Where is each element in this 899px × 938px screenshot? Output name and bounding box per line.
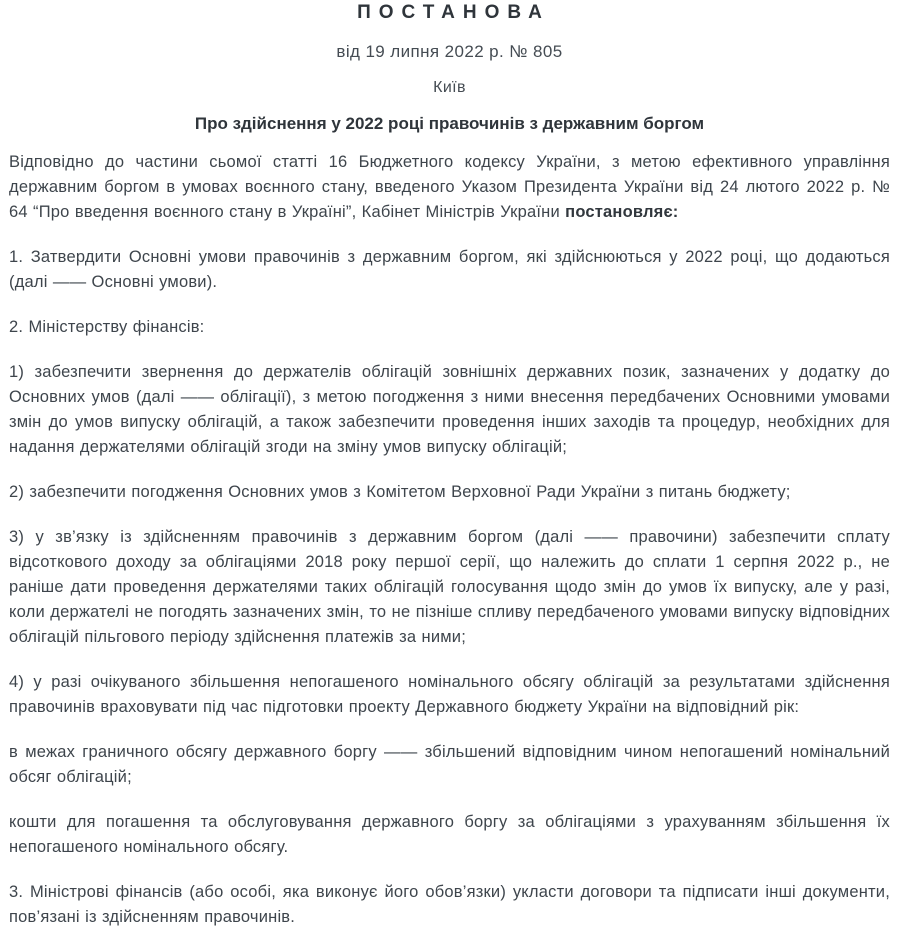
doc-type-heading: ПОСТАНОВА	[357, 2, 550, 23]
doc-paragraph: 3. Міністрові фінансів (або особі, яка виконує його обов’язки) укласти договори та підписати інші документи, пов’язані із здійсненням правочинів.	[9, 883, 890, 926]
preamble-paragraph	[9, 150, 890, 225]
doc-paragraph: 2. Міністерству фінансів:	[9, 318, 205, 336]
doc-city: Київ	[433, 79, 466, 96]
doc-date-line: від 19 липня 2022 р. № 805	[336, 42, 563, 61]
doc-paragraph: 2) забезпечити погодження Основних умов з Комітетом Верховної Ради України з питань бюджету;	[9, 483, 791, 501]
doc-paragraph: 1) забезпечити звернення до держателів облігацій зовнішніх державних позик, зазначених у додатку до Основних умов (далі —— облігації), з метою погодження з ними внесення передбачених Основними умовами змін до умов випуску облігацій, а також забезпечити проведення інших заходів та процедур, необхідних для надання держателями облігацій згоди на зміну умов випуску облігацій;	[9, 363, 890, 456]
doc-paragraph: в межах граничного обсягу державного боргу —— збільшений відповідним чином непогашений номінальний обсяг облігацій;	[9, 743, 890, 786]
doc-paragraph: 1. Затвердити Основні умови правочинів з державним боргом, які здійснюються у 2022 році, що додаються (далі —— Основні умови).	[9, 248, 890, 291]
preamble-text: Відповідно до частини сьомої статті 16 Бюджетного кодексу України, з метою ефективного управління державним боргом в умовах воєнного стану, введеного Указом Президента України від 24 лютого 2022 р. № 64 “Про введення воєнного стану в Україні”, Кабінет Міністрів України	[9, 153, 890, 221]
doc-paragraph: кошти для погашення та обслуговування державного боргу за облігаціями з урахуванням збільшення їх непогашеного номінального обсягу.	[9, 813, 890, 856]
doc-title: Про здійснення у 2022 році правочинів з державним боргом	[194, 114, 705, 133]
doc-paragraph: 4) у разі очікуваного збільшення непогашеного номінального обсягу облігацій за результатами здійснення правочинів враховувати під час підготовки проекту Державного бюджету України на відповідний рік:	[9, 673, 890, 716]
preamble-resolves-bold: постановляє:	[565, 203, 679, 221]
doc-paragraph: 3) у зв’язку із здійсненням правочинів з державним боргом (далі —— правочини) забезпечити сплату відсоткового доходу за облігаціями 2018 року першої серії, що належить до сплати 1 серпня 2022 р., не раніше дати проведення держателями таких облігацій голосування щодо змін до умов їх випуску, але у разі, коли держателі не погодять зазначених змін, то не пізніше спливу передбаченого умовами випуску відповідних облігацій пільгового періоду здійснення платежів за ними;	[9, 528, 890, 646]
